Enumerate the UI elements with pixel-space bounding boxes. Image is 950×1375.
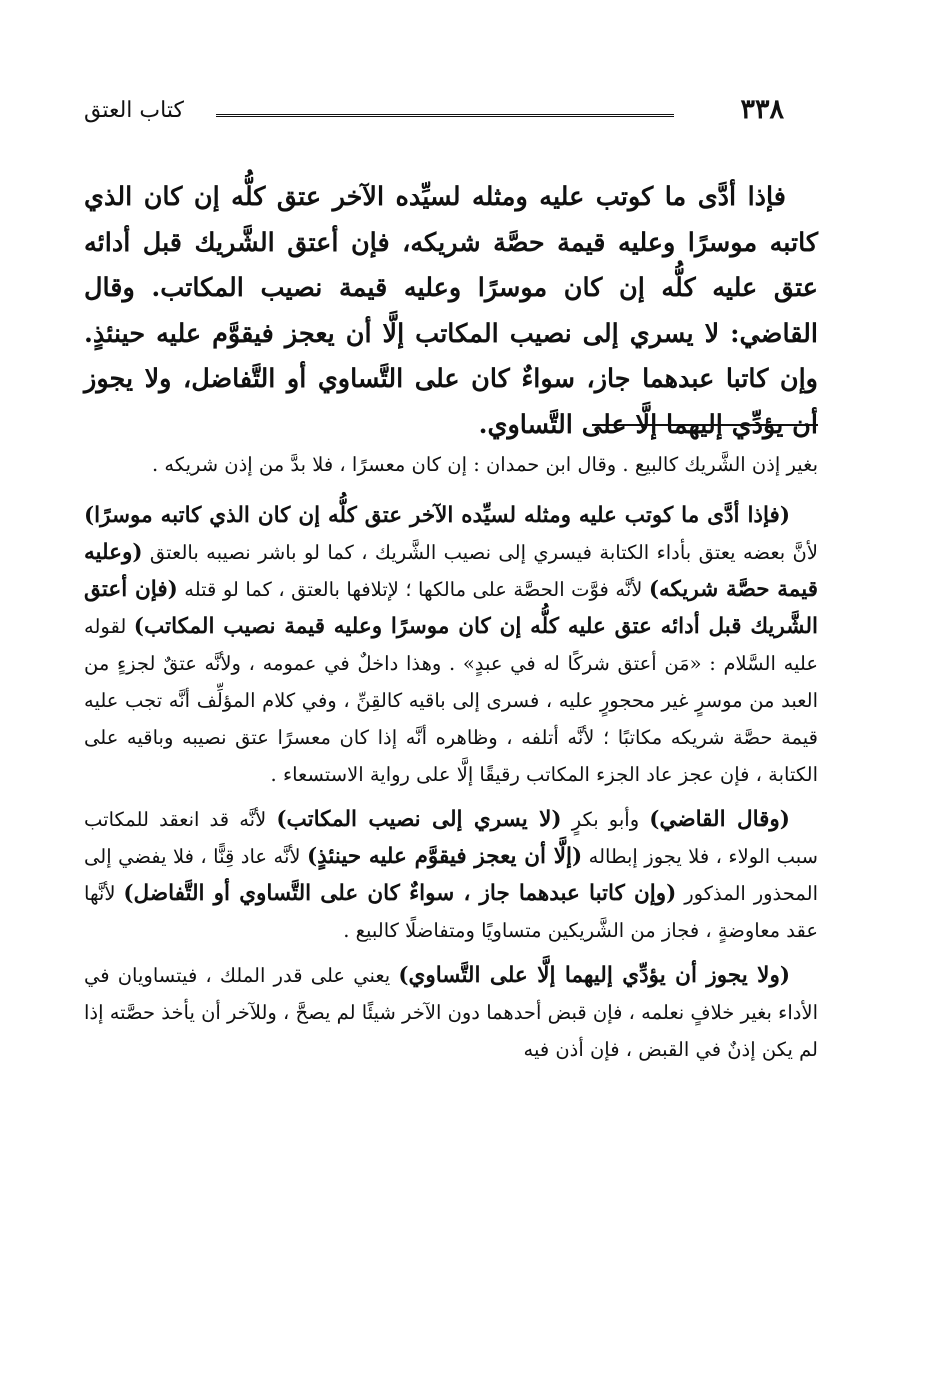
commentary-paragraph-3 <box>84 801 818 949</box>
quoted-matn: (ولا يجوز أن يؤدِّي إليهما إلَّا على التَّساوي) <box>398 963 790 988</box>
footnote-separator <box>592 424 818 426</box>
quoted-matn: (وقال القاضي) <box>649 807 790 832</box>
commentary-text: لأنَّه عاد قِنًّا ، فلا يفضي إلى المحذور المذكور <box>84 845 818 905</box>
quoted-matn: (فإذا أدَّى ما كوتب عليه ومثله لسيِّده الآخر عتق كلُّه إن كان الذي كاتبه موسرًا) <box>84 503 790 528</box>
commentary-text: لقوله عليه السَّلام : «مَن أعتق شركًا له في عبدٍ» . وهذا داخلٌ في عمومه ، ولأنَّه عتقٌ لجزءٍ من العبد من موسرٍ غير محجورٍ عليه ، فسرى إلى باقيه كالقِنِّ ، وفي كلام المؤلِّف أنَّه تجب عليه قيمة حصَّة شريكه مكاتبًا ؛ لأنَّه أتلفه ، وظاهره أنَّه إذا كان معسرًا عتق نصيبه وباقيه على الكتابة ، فإن عجز عاد الجزء المكاتب رقيقًا إلَّا على رواية الاستسعاء . <box>84 615 818 786</box>
quoted-matn: (وإن كاتبا عبدهما جاز ، سواءٌ كان على التَّساوي أو التَّفاضل) <box>123 881 677 906</box>
main-text <box>84 175 818 448</box>
quoted-matn: (لا يسري إلى نصيب المكاتب) <box>276 807 562 832</box>
commentary-text: لأنَّها عقد معاوضةٍ ، فجاز من الشَّريكين متساويًا ومتفاضلًا كالبيع . <box>84 882 818 942</box>
commentary <box>84 446 818 1076</box>
quoted-matn: (إلَّا أن يعجز فيقوَّم عليه حينئذٍ) <box>306 844 583 869</box>
page-number: ٣٣٨ <box>740 94 784 125</box>
main-paragraph: فإذا أدَّى ما كوتب عليه ومثله لسيِّده الآخر عتق كلُّه إن كان الذي كاتبه موسرًا وعليه قيمة حصَّة شريكه، فإن أعتق الشَّريك قبل أدائه عتق عليه كلُّه إن كان موسرًا وعليه قيمة نصيب المكاتب. وقال القاضي: لا يسري إلى نصيب المكاتب إلَّا أن يعجز فيقوَّم عليه حينئذٍ. وإن كاتبا عبدهما جاز، سواءٌ كان على التَّساوي أو التَّفاضل، ولا يجوز أن يؤدِّي إليهما إلَّا على التَّساوي. <box>84 182 818 440</box>
commentary-text: لأنَّه قد انعقد للمكاتب سبب الولاء ، فلا يجوز إبطاله <box>84 808 818 868</box>
commentary-text: بغير إذن الشَّريك كالبيع . وقال ابن حمدان : إن كان معسرًا ، فلا بدَّ من إذن شريكه . <box>151 453 818 476</box>
commentary-paragraph-4 <box>84 957 818 1068</box>
commentary-text: وأبو بكرٍ <box>561 808 650 831</box>
commentary-text: لأنَّه فوَّت الحصَّة على مالكها ؛ لإتلافها بالعتق ، كما لو قتله <box>177 578 649 601</box>
header-rule <box>216 114 674 117</box>
page-header <box>84 92 784 132</box>
running-title: كتاب العتق <box>84 98 184 123</box>
quoted-matn: (فإن أعتق الشَّريك قبل أدائه عتق عليه كلُّه إن كان موسرًا وعليه قيمة نصيب المكاتب) <box>84 577 818 639</box>
commentary-paragraph-1 <box>84 446 818 483</box>
commentary-paragraph-2 <box>84 497 818 793</box>
commentary-text: لأنَّ بعضه يعتق بأداء الكتابة فيسري إلى نصيب الشَّريك ، كما لو باشر نصيبه بالعتق <box>142 541 818 564</box>
commentary-text: يعني على قدر الملك ، فيتساويان في الأداء بغير خلافٍ نعلمه ، فإن قبض أحدهما دون الآخر شيئًا لم يصحَّ ، وللآخر أن يأخذ حصَّته إذا لم يكن إذنٌ في القبض ، فإن أذن فيه <box>84 964 818 1061</box>
quoted-matn: (وعليه قيمة حصَّة شريكه) <box>84 540 818 602</box>
